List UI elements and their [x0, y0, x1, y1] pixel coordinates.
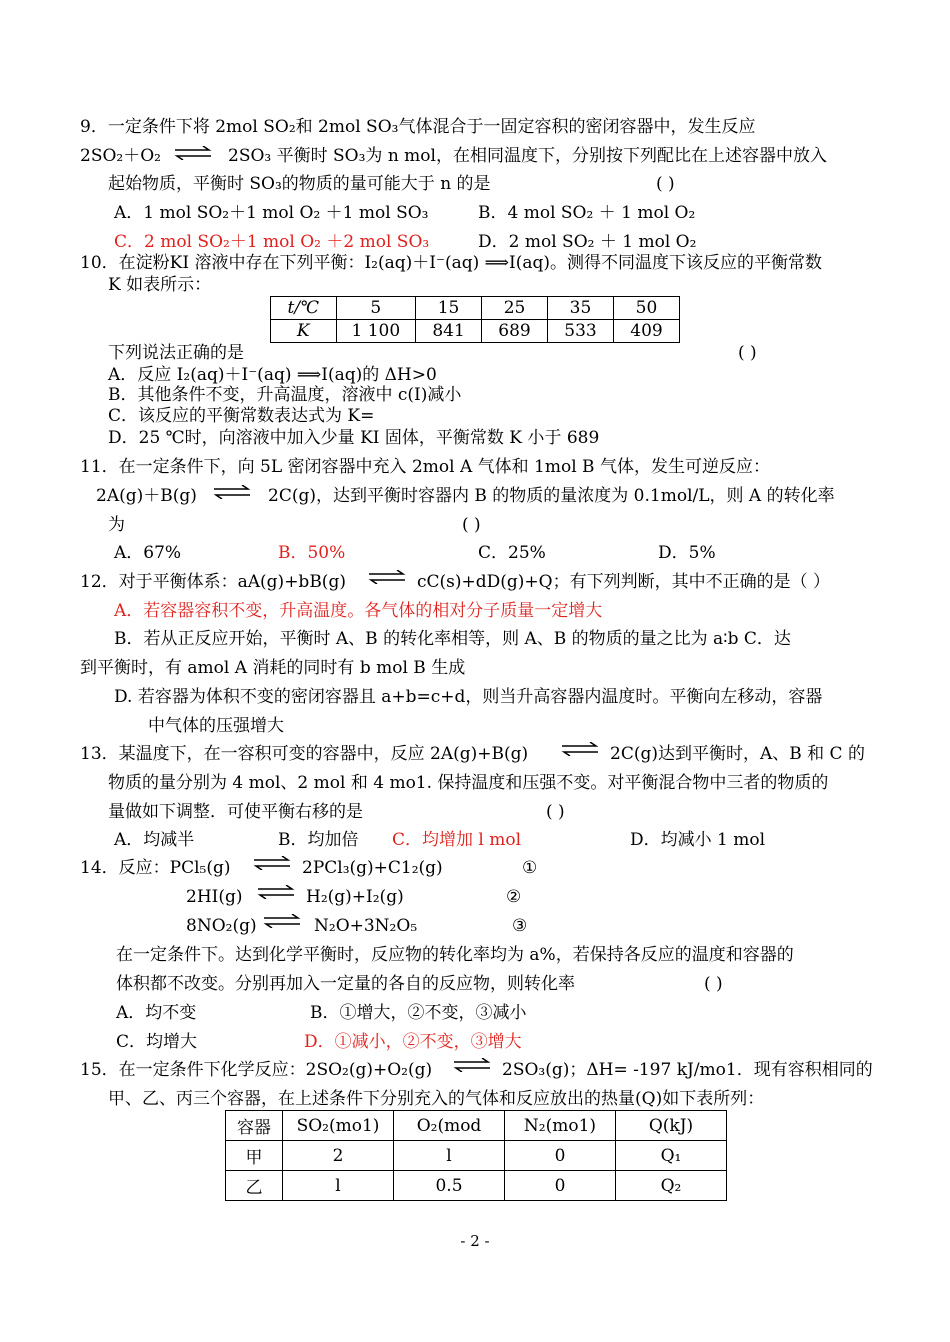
q15-line1a: 15．在一定条件下化学反应：2SO₂(g)+O₂(g) — [80, 1060, 433, 1080]
table-cell: 5 — [336, 297, 416, 320]
q13-option-a: A．均减半 — [114, 830, 195, 850]
q10-table — [270, 296, 680, 343]
q10-option-a: A．反应 I₂(aq)＋I⁻(aq) ⟹I(aq)的 ΔH>0 — [108, 365, 437, 385]
table-cell: 409 — [613, 320, 679, 343]
q14-option-c: C．均增大 — [116, 1032, 198, 1052]
table-cell: t/℃ — [271, 297, 337, 320]
q11-line2b: 2C(g)，达到平衡时容器内 B 的物质的量浓度为 0.1mol/L，则 A 的转化率 — [268, 486, 835, 506]
q11-option-b: B．50% — [278, 543, 346, 563]
table-cell: 689 — [482, 320, 548, 343]
q14-answer-paren: ( ) — [704, 974, 723, 994]
table-cell: 15 — [416, 297, 482, 320]
equilibrium-arrow-icon — [367, 570, 407, 584]
table-cell: Q(kJ) — [616, 1111, 727, 1141]
equilibrium-arrow-icon — [452, 1058, 492, 1072]
q12-line1a: 12．对于平衡体系：aA(g)+bB(g) — [80, 572, 346, 592]
table-cell: l — [394, 1141, 505, 1171]
q9-line2a: 2SO₂＋O₂ — [80, 146, 161, 166]
q12-option-d2: 中气体的压强增大 — [148, 716, 284, 736]
q14-reaction-1: 2PCl₃(g)+C1₂(g) — [302, 858, 443, 878]
table-cell: 50 — [613, 297, 679, 320]
table-cell: 25 — [482, 297, 548, 320]
q11-option-d: D．5% — [658, 543, 716, 563]
q14-line2: 体积都不改变。分别再加入一定量的各自的反应物，则转化率 — [116, 974, 575, 994]
q9-line1: 9．一定条件下将 2mol SO₂和 2mol SO₃气体混合于一固定容积的密闭容器中，发生反应 — [80, 117, 756, 137]
q13-line2: 物质的量分别为 4 mol、2 mol 和 4 mo1. 保持温度和压强不变。对平衡混合物中三者的物质的 — [108, 773, 829, 793]
q13-option-b: B．均加倍 — [278, 830, 359, 850]
table-row — [271, 320, 680, 343]
table-cell: SO₂(mo1) — [283, 1111, 394, 1141]
q14-reaction-3b: N₂O+3N₂O₅ — [314, 916, 418, 936]
q14-option-a: A．均不变 — [116, 1003, 197, 1023]
q13-option-d: D．均减小 1 mol — [630, 830, 766, 850]
table-cell: 1 100 — [336, 320, 416, 343]
q14-lead: 14．反应：PCl₅(g) — [80, 858, 231, 878]
q10-option-d: D．25 ℃时，向溶液中加入少量 KI 固体，平衡常数 K 小于 689 — [108, 428, 600, 448]
table-cell: 0.5 — [394, 1171, 505, 1201]
q9-option-c: C．2 mol SO₂＋1 mol O₂ ＋2 mol SO₃ — [114, 232, 430, 252]
table-row — [271, 297, 680, 320]
q14-line1: 在一定条件下。达到化学平衡时，反应物的转化率均为 a%，若保持各反应的温度和容器的 — [116, 945, 794, 965]
equilibrium-arrow-icon — [252, 856, 292, 870]
q14-marker-3: ③ — [512, 916, 528, 936]
q13-answer-paren: ( ) — [546, 802, 565, 822]
table-cell: K — [271, 320, 337, 343]
table-row — [226, 1171, 727, 1201]
q12-option-b2: 到平衡时，有 amol A 消耗的同时有 b mol B 生成 — [80, 658, 466, 678]
q11-option-a: A．67% — [114, 543, 182, 563]
table-row — [226, 1111, 727, 1141]
table-cell: 2 — [283, 1141, 394, 1171]
q15-line2: 甲、乙、丙三个容器，在上述条件下分别充入的气体和反应放出的热量(Q)如下表所列： — [108, 1089, 765, 1109]
q10-option-b: B．其他条件不变，升高温度，溶液中 c(I)减小 — [108, 385, 462, 405]
table-row — [226, 1141, 727, 1171]
q9-line3: 起始物质，平衡时 SO₃的物质的量可能大于 n 的是 — [108, 174, 491, 194]
table-cell: 0 — [505, 1141, 616, 1171]
table-cell: Q₂ — [616, 1171, 727, 1201]
q9-line2b: 2SO₃ 平衡时 SO₃为 n mol，在相同温度下，分别按下列配比在上述容器中放入 — [228, 146, 827, 166]
q9-option-d: D．2 mol SO₂ ＋ 1 mol O₂ — [478, 232, 697, 252]
table-cell: N₂(mo1) — [505, 1111, 616, 1141]
q11-answer-paren: ( ) — [462, 515, 481, 535]
q11-line2a: 2A(g)＋B(g) — [96, 486, 197, 506]
q10-option-c: C．该反应的平衡常数表达式为 K= — [108, 406, 375, 426]
q9-option-a: A．1 mol SO₂＋1 mol O₂ ＋1 mol SO₃ — [114, 203, 429, 223]
table-cell: 0 — [505, 1171, 616, 1201]
q9-answer-paren: ( ) — [656, 174, 675, 194]
q9-option-b: B．4 mol SO₂ ＋ 1 mol O₂ — [478, 203, 696, 223]
q13-line3: 量做如下调整．可使平衡右移的是 — [108, 802, 363, 822]
q14-reaction-2b: H₂(g)+I₂(g) — [306, 887, 404, 907]
q12-option-b1: B．若从正反应开始，平衡时 A、B 的转化率相等，则 A、B 的物质的量之比为 a∶b C．达 — [114, 629, 791, 649]
q12-option-d1: D. 若容器为体积不变的密闭容器且 a+b=c+d，则当升高容器内温度时。平衡向左移动，容器 — [114, 687, 823, 707]
q12-line1b: cC(s)+dD(g)+Q；有下列判断，其中不正确的是（ ） — [417, 572, 831, 592]
q11-line3: 为 — [108, 515, 125, 535]
table-cell: 533 — [548, 320, 614, 343]
q14-reaction-2a: 2HI(g) — [186, 887, 243, 907]
q15-line1b: 2SO₃(g)；ΔH= -197 kJ/mo1．现有容积相同的 — [502, 1060, 873, 1080]
q14-reaction-3a: 8NO₂(g) — [186, 916, 257, 936]
q14-option-b: B．①增大，②不变，③减小 — [310, 1003, 527, 1023]
table-cell: 甲 — [226, 1141, 283, 1171]
q10-stem: 下列说法正确的是 — [108, 343, 244, 363]
q13-line1a: 13．某温度下，在一容积可变的容器中，反应 2A(g)+B(g) — [80, 744, 529, 764]
page-number: - 2 - — [460, 1232, 490, 1250]
q12-option-a: A．若容器容积不变，升高温度。各气体的相对分子质量一定增大 — [114, 601, 603, 621]
equilibrium-arrow-icon — [256, 885, 296, 899]
equilibrium-arrow-icon — [262, 914, 302, 928]
table-cell: 乙 — [226, 1171, 283, 1201]
q13-option-c: C．均增加 l mol — [392, 830, 522, 850]
q10-line2: K 如表所示： — [108, 275, 212, 295]
q10-answer-paren: ( ) — [738, 343, 757, 363]
table-cell: 容器 — [226, 1111, 283, 1141]
q14-option-d: D．①减小，②不变，③增大 — [304, 1032, 522, 1052]
equilibrium-arrow-icon — [212, 485, 252, 499]
q10-line1: 10．在淀粉KI 溶液中存在下列平衡：I₂(aq)＋I⁻(aq) ⟹I(aq)。测得不同温度下该反应的平衡常数 — [80, 253, 823, 273]
q14-marker-1: ① — [522, 858, 538, 878]
equilibrium-arrow-icon — [173, 146, 213, 160]
equilibrium-arrow-icon — [560, 742, 600, 756]
table-cell: O₂(mod — [394, 1111, 505, 1141]
table-cell: 35 — [548, 297, 614, 320]
table-cell: Q₁ — [616, 1141, 727, 1171]
q13-line1b: 2C(g)达到平衡时，A、B 和 C 的 — [610, 744, 865, 764]
table-cell: 841 — [416, 320, 482, 343]
table-cell: l — [283, 1171, 394, 1201]
q14-marker-2: ② — [506, 887, 522, 907]
q15-table — [225, 1110, 727, 1201]
q11-line1: 11．在一定条件下，向 5L 密闭容器中充入 2mol A 气体和 1mol B 气体，发生可逆反应： — [80, 457, 770, 477]
q11-option-c: C．25% — [478, 543, 546, 563]
